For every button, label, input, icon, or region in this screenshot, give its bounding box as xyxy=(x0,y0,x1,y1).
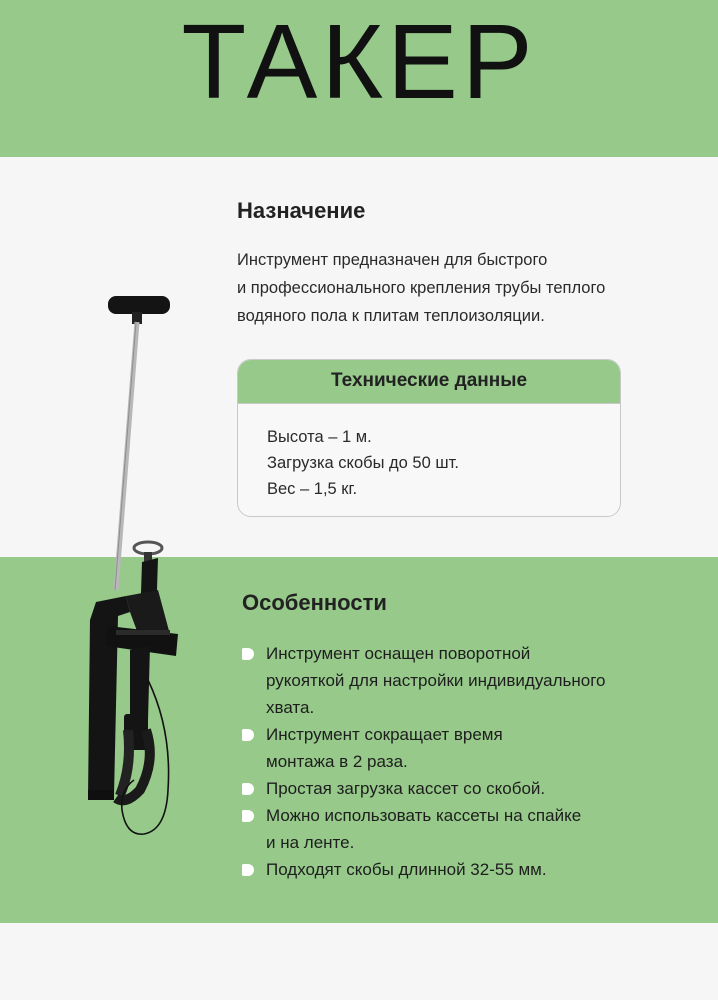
feature-item xyxy=(240,856,680,883)
purpose-line: Инструмент предназначен для быстрого xyxy=(237,251,548,269)
features-heading: Особенности xyxy=(242,590,387,615)
feature-line: Простая загрузка кассет со скобой. xyxy=(266,779,546,798)
staple-tacker-tool-icon xyxy=(60,290,210,850)
purpose-text xyxy=(237,246,677,330)
purpose-heading: Назначение xyxy=(237,198,366,223)
spec-item: Загрузка скобы до 50 шт. xyxy=(267,454,459,472)
feature-line: Подходят скобы длинной 32-55 мм. xyxy=(266,860,547,879)
page-title: ТАКЕР xyxy=(181,3,537,121)
feature-line: и на ленте. xyxy=(266,833,355,852)
bullet-icon xyxy=(242,648,254,660)
feature-item xyxy=(240,802,680,856)
purpose-line: и профессионального крепления трубы теплого xyxy=(237,279,606,297)
specs-list xyxy=(238,404,620,502)
specs-card xyxy=(237,359,621,517)
feature-line: Инструмент оснащен поворотной xyxy=(266,644,531,663)
bullet-icon xyxy=(242,729,254,741)
bullet-icon xyxy=(242,783,254,795)
bullet-icon xyxy=(242,810,254,822)
feature-line: хвата. xyxy=(266,698,315,717)
feature-item xyxy=(240,640,680,721)
specs-heading: Технические данные xyxy=(238,360,620,404)
bullet-icon xyxy=(242,864,254,876)
feature-line: Инструмент сокращает время xyxy=(266,725,503,744)
feature-item xyxy=(240,721,680,775)
feature-line: рукояткой для настройки индивидуального xyxy=(266,671,606,690)
spec-item: Вес – 1,5 кг. xyxy=(267,480,358,498)
feature-item xyxy=(240,775,680,802)
purpose-line: водяного пола к плитам теплоизоляции. xyxy=(237,307,545,325)
spec-item: Высота – 1 м. xyxy=(267,428,372,446)
features-list xyxy=(240,640,680,883)
feature-line: монтажа в 2 раза. xyxy=(266,752,408,771)
feature-line: Можно использовать кассеты на спайке xyxy=(266,806,582,825)
